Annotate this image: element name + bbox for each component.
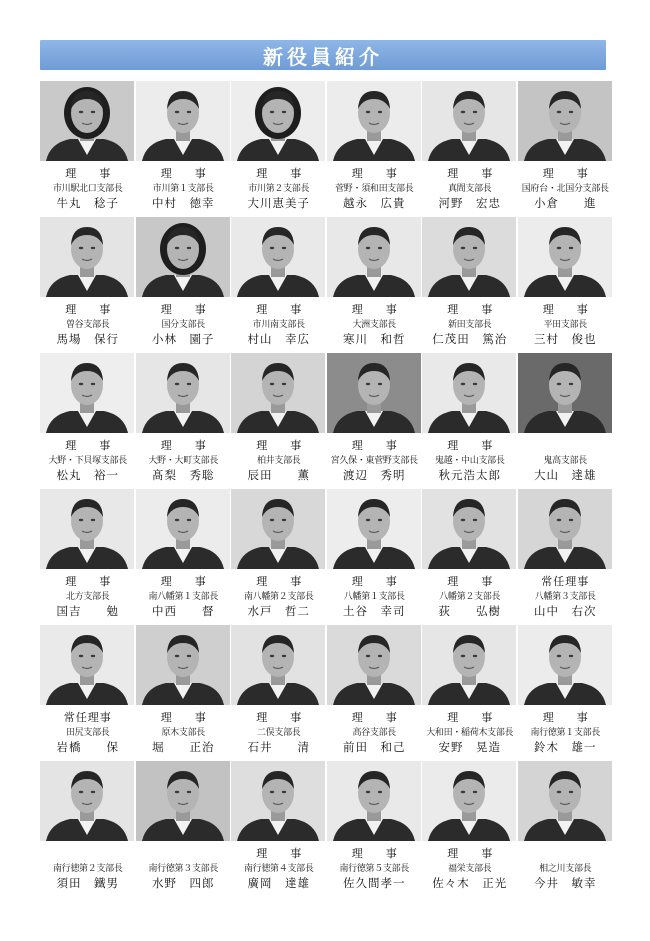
portrait-image <box>518 81 612 161</box>
officer-photo <box>327 625 421 705</box>
officer-name: 辰田 薫 <box>247 468 310 482</box>
officer-name: 国吉 勉 <box>56 604 119 618</box>
officer-branch: 八幡第３支部長 <box>534 592 596 602</box>
officer-title: 理 事 <box>351 303 403 316</box>
officer-row <box>40 489 613 625</box>
officer-photo <box>422 217 516 297</box>
officer-title: 理 事 <box>351 575 403 588</box>
portrait-image <box>422 81 516 161</box>
portrait-image <box>40 353 134 433</box>
officer-card <box>518 353 614 489</box>
portrait-image <box>422 353 516 433</box>
officer-photo <box>518 625 612 705</box>
officer-branch: 南行徳第５支部長 <box>339 864 410 874</box>
officer-branch: 新田支部長 <box>447 320 492 330</box>
officer-branch: 大洲支部長 <box>352 320 396 330</box>
officer-name: 大山 達雄 <box>534 468 597 482</box>
officer-name: 堀 正治 <box>152 740 215 754</box>
officer-photo <box>136 761 230 841</box>
portrait-image <box>422 625 516 705</box>
portrait-image <box>422 217 516 297</box>
officer-card <box>40 217 136 353</box>
officer-branch: 宮久保・東菅野支部長 <box>330 456 418 466</box>
officer-row <box>40 217 613 353</box>
officer-photo <box>422 81 516 161</box>
officer-branch: 大野・下貝塚支部長 <box>48 456 127 466</box>
officer-name: 廣岡 達雄 <box>247 876 310 890</box>
officer-photo <box>327 81 421 161</box>
officer-photo <box>518 81 612 161</box>
officer-card <box>40 81 136 217</box>
officer-title: 理 事 <box>256 303 308 316</box>
officer-name: 越永 広貴 <box>343 196 406 210</box>
officer-name: 馬場 保行 <box>56 332 119 346</box>
officer-photo <box>136 217 230 297</box>
officer-photo <box>422 761 516 841</box>
officer-photo <box>40 489 134 569</box>
officer-card <box>40 353 136 489</box>
officer-name: 土谷 幸司 <box>343 604 406 618</box>
officer-photo <box>136 81 230 161</box>
officer-branch: 二俣支部長 <box>256 728 301 738</box>
officer-title: 理 事 <box>447 439 499 452</box>
officer-title: 理 事 <box>160 439 212 452</box>
officer-card <box>231 81 327 217</box>
portrait-image <box>40 217 134 297</box>
portrait-image <box>327 217 421 297</box>
officer-title: 理 事 <box>542 303 594 316</box>
officer-name: 佐久間孝一 <box>343 876 406 890</box>
officer-name: 水戸 哲二 <box>247 604 310 618</box>
officer-name: 荻 弘樹 <box>438 604 501 618</box>
officer-branch: 曽谷支部長 <box>65 320 110 330</box>
portrait-image <box>327 81 421 161</box>
officer-branch: 柏井支部長 <box>256 456 301 466</box>
officer-card <box>327 217 423 353</box>
portrait-image <box>518 353 612 433</box>
officer-branch: 大野・大町支部長 <box>148 456 219 466</box>
portrait-image <box>422 761 516 841</box>
portrait-image <box>327 489 421 569</box>
officer-row <box>40 353 613 489</box>
officer-branch: 市川駅北口支部長 <box>52 184 123 194</box>
portrait-image <box>136 761 230 841</box>
officer-name: 渡辺 秀明 <box>343 468 406 482</box>
officer-photo <box>518 489 612 569</box>
officer-card <box>422 353 518 489</box>
officer-photo <box>518 353 612 433</box>
officer-title: 理 事 <box>65 167 117 180</box>
officer-card <box>136 81 232 217</box>
page-title: 新役員紹介 <box>263 44 383 69</box>
portrait-image <box>231 625 325 705</box>
officer-name: 河野 宏忠 <box>438 196 501 210</box>
officer-name: 仁茂田 篤治 <box>432 332 508 346</box>
officer-name: 中村 徳幸 <box>152 196 215 210</box>
officer-branch: 南行徳第４支部長 <box>243 864 314 874</box>
officer-title: 理 事 <box>447 711 499 724</box>
portrait-image <box>231 353 325 433</box>
officer-name: 寒川 和哲 <box>343 332 406 346</box>
officer-title: 理 事 <box>256 847 308 860</box>
officer-photo <box>327 353 421 433</box>
officer-card <box>231 353 327 489</box>
officer-branch: 市川第１支部長 <box>152 184 214 194</box>
officer-title: 理 事 <box>351 711 403 724</box>
officer-branch: 鬼高支部長 <box>543 456 587 466</box>
officer-branch: 平田支部長 <box>543 320 587 330</box>
portrait-image <box>136 81 230 161</box>
officer-branch: 原木支部長 <box>161 728 205 738</box>
officer-branch: 国府台・北国分支部長 <box>521 184 609 194</box>
officer-name: 岩橋 保 <box>56 740 119 754</box>
officer-branch: 八幡第１支部長 <box>343 592 405 602</box>
officer-title: 理 事 <box>447 847 499 860</box>
officer-title: 理 事 <box>447 575 499 588</box>
officer-name: 小倉 進 <box>534 196 597 210</box>
officer-branch: 相之川支部長 <box>539 864 592 874</box>
officer-name: 佐々木 正光 <box>432 876 508 890</box>
officer-row <box>40 625 613 761</box>
portrait-image <box>327 625 421 705</box>
officer-card <box>231 217 327 353</box>
officer-name: 秋元浩太郎 <box>438 468 501 482</box>
portrait-image <box>40 625 134 705</box>
officer-photo <box>231 353 325 433</box>
portrait-image <box>518 625 612 705</box>
officer-name: 山中 右次 <box>534 604 597 618</box>
portrait-image <box>136 625 230 705</box>
officer-title: 理 事 <box>160 575 212 588</box>
officer-title: 常任理事 <box>63 711 112 724</box>
officer-name: 鈴木 雄一 <box>534 740 597 754</box>
officer-photo <box>40 625 134 705</box>
officer-branch: 国分支部長 <box>161 320 205 330</box>
officer-photo <box>327 489 421 569</box>
officer-name: 松丸 裕一 <box>56 468 119 482</box>
officer-photo <box>231 217 325 297</box>
officer-branch: 北方支部長 <box>65 592 110 602</box>
officer-name: 大川恵美子 <box>247 196 310 210</box>
officer-title: 理 事 <box>447 303 499 316</box>
officer-title: 理 事 <box>351 847 403 860</box>
officer-name: 三村 俊也 <box>534 332 597 346</box>
officer-branch: 菅野・須和田支部長 <box>335 184 414 194</box>
officer-branch: 市川南支部長 <box>252 320 305 330</box>
officer-branch: 鬼越・中山支部長 <box>434 456 505 466</box>
officer-name: 中西 督 <box>152 604 215 618</box>
officer-photo <box>422 489 516 569</box>
officer-card <box>231 489 327 625</box>
officer-card <box>518 761 614 897</box>
officer-row <box>40 761 613 897</box>
officer-card <box>136 217 232 353</box>
officer-card <box>327 353 423 489</box>
portrait-image <box>40 761 134 841</box>
officer-name: 安野 晃造 <box>438 740 501 754</box>
officer-card <box>518 217 614 353</box>
officer-branch: 南行徳第１支部長 <box>530 728 601 738</box>
officer-row <box>40 81 613 217</box>
portrait-image <box>422 489 516 569</box>
officer-branch: 田尻支部長 <box>65 728 110 738</box>
officer-photo <box>518 217 612 297</box>
officer-card <box>40 625 136 761</box>
officer-name: 髙梨 秀聡 <box>152 468 215 482</box>
officer-name: 須田 鐵男 <box>56 876 119 890</box>
officer-card <box>40 761 136 897</box>
portrait-image <box>327 353 421 433</box>
officer-title: 理 事 <box>160 167 212 180</box>
portrait-image <box>231 217 325 297</box>
officer-photo <box>231 625 325 705</box>
officer-branch: 福栄支部長 <box>447 864 492 874</box>
officer-branch: 南行徳第３支部長 <box>148 864 219 874</box>
officer-card <box>518 81 614 217</box>
portrait-image <box>231 489 325 569</box>
officer-title: 理 事 <box>351 439 403 452</box>
officer-photo <box>327 761 421 841</box>
portrait-image <box>40 81 134 161</box>
page-title-bar <box>40 40 606 70</box>
officer-title: 理 事 <box>160 711 212 724</box>
officer-card <box>327 625 423 761</box>
officer-card <box>327 81 423 217</box>
portrait-image <box>327 761 421 841</box>
officer-title: 理 事 <box>256 711 308 724</box>
portrait-image <box>231 81 325 161</box>
officer-card <box>422 217 518 353</box>
officer-card <box>422 761 518 897</box>
portrait-image <box>136 353 230 433</box>
officer-card <box>327 761 423 897</box>
officer-title: 理 事 <box>447 167 499 180</box>
officer-branch: 南八幡第１支部長 <box>148 592 219 602</box>
portrait-image <box>518 489 612 569</box>
officer-name: 石井 清 <box>247 740 310 754</box>
portrait-image <box>136 217 230 297</box>
officer-photo <box>136 353 230 433</box>
officer-title: 理 事 <box>65 439 117 452</box>
officer-card <box>136 625 232 761</box>
officer-photo <box>40 353 134 433</box>
officer-photo <box>136 489 230 569</box>
officer-name: 牛丸 稔子 <box>56 196 119 210</box>
officer-grid <box>40 81 613 897</box>
officer-photo <box>422 625 516 705</box>
officer-card <box>231 761 327 897</box>
officer-title: 理 事 <box>542 711 594 724</box>
officer-photo <box>40 217 134 297</box>
officer-name: 前田 和己 <box>343 740 406 754</box>
officer-title: 理 事 <box>65 575 117 588</box>
officer-name: 村山 幸広 <box>247 332 310 346</box>
officer-card <box>518 625 614 761</box>
officer-title: 理 事 <box>65 303 117 316</box>
officer-photo <box>40 761 134 841</box>
officer-title: 理 事 <box>256 575 308 588</box>
officer-card <box>422 81 518 217</box>
officer-title: 理 事 <box>351 167 403 180</box>
officer-photo <box>231 81 325 161</box>
officer-name: 水野 四郎 <box>152 876 215 890</box>
officer-photo <box>136 625 230 705</box>
officer-card <box>136 489 232 625</box>
portrait-image <box>136 489 230 569</box>
officer-branch: 高谷支部長 <box>352 728 396 738</box>
officer-card <box>422 489 518 625</box>
officer-branch: 大和田・稲荷木支部長 <box>426 728 514 738</box>
officer-card <box>231 625 327 761</box>
officer-branch: 八幡第２支部長 <box>439 592 501 602</box>
officer-photo <box>231 761 325 841</box>
officer-branch: 南行徳第２支部長 <box>52 864 123 874</box>
officer-photo <box>231 489 325 569</box>
officer-name: 小林 園子 <box>152 332 215 346</box>
officer-title: 理 事 <box>160 303 212 316</box>
officer-title: 常任理事 <box>541 575 590 588</box>
officer-branch: 真間支部長 <box>447 184 492 194</box>
officer-card <box>136 353 232 489</box>
officer-card <box>40 489 136 625</box>
officer-photo <box>40 81 134 161</box>
officer-card <box>518 489 614 625</box>
officer-title: 理 事 <box>256 439 308 452</box>
portrait-image <box>231 761 325 841</box>
portrait-image <box>518 761 612 841</box>
officer-photo <box>422 353 516 433</box>
officer-title: 理 事 <box>256 167 308 180</box>
officer-card <box>136 761 232 897</box>
officer-branch: 市川第２支部長 <box>248 184 310 194</box>
officer-name: 今井 敏幸 <box>534 876 597 890</box>
officer-branch: 南八幡第２支部長 <box>243 592 314 602</box>
officer-card <box>422 625 518 761</box>
officer-title: 理 事 <box>542 167 594 180</box>
portrait-image <box>40 489 134 569</box>
officer-photo <box>518 761 612 841</box>
officer-photo <box>327 217 421 297</box>
officer-card <box>327 489 423 625</box>
portrait-image <box>518 217 612 297</box>
